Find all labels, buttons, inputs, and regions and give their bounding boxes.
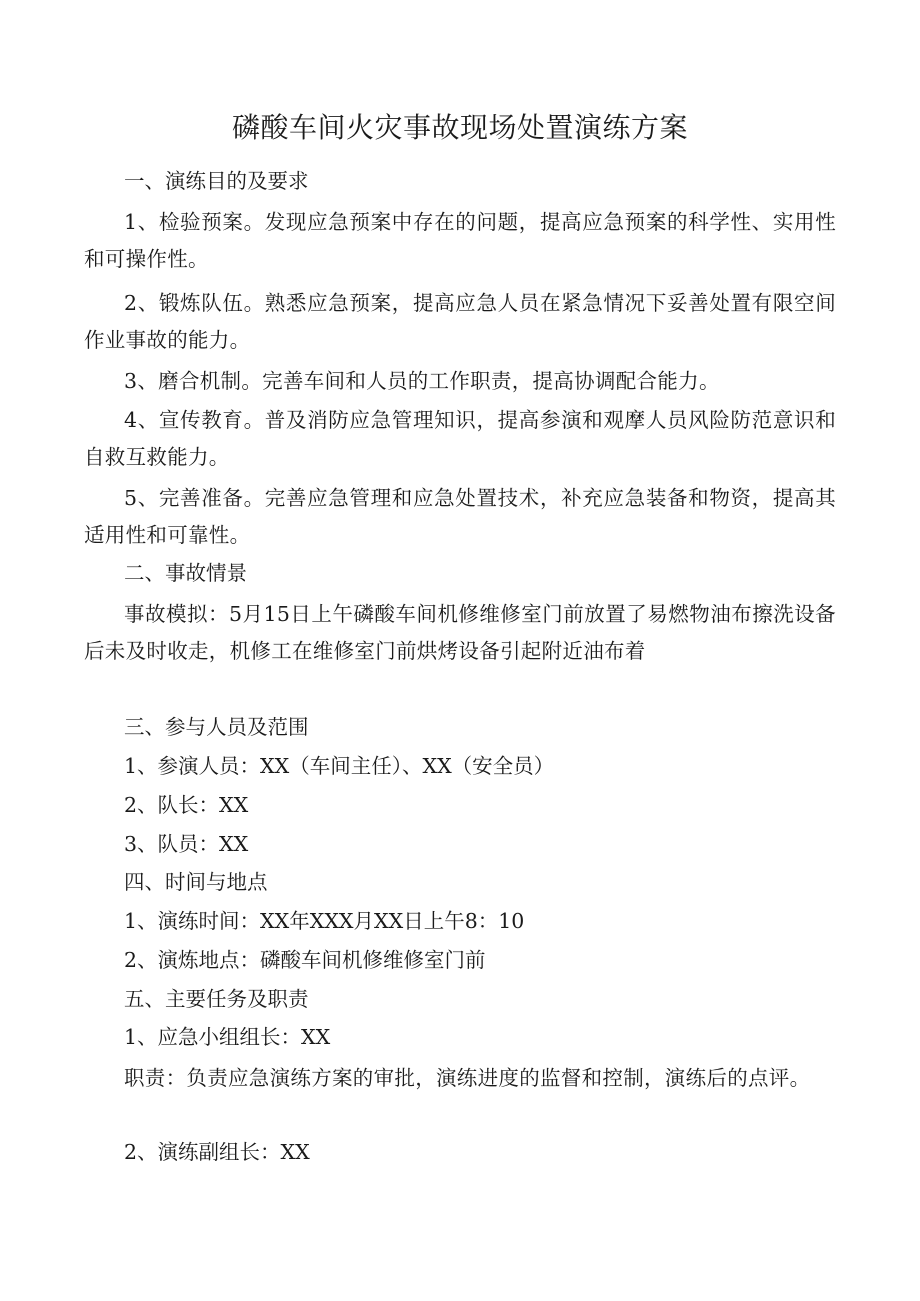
paragraph-coordination: 3、磨合机制。完善车间和人员的工作职责，提高协调配合能力。 [124, 369, 720, 393]
paragraph-education: 4、宣传教育。普及消防应急管理知识，提高参演和观摩人员风险防范意识和自救互救能力。 [84, 408, 836, 469]
paragraph-accident-simulation: 事故模拟：5月15日上午磷酸车间机修维修室门前放置了易燃物油布擦洗设备后未及时收走，机修工在维修室门前烘烤设备引起附近油布着 [84, 602, 836, 663]
deputy-leader-line: 2、演练副组长：XX [124, 1140, 310, 1164]
section-heading-tasks: 五、主要任务及职责 [124, 987, 309, 1011]
group-leader-line: 1、应急小组组长：XX [124, 1025, 331, 1049]
drill-location-line: 2、演炼地点：磷酸车间机修维修室门前 [124, 948, 486, 972]
participants-line: 1、参演人员：XX（车间主任）、XX（安全员） [124, 754, 555, 778]
section-heading-time-place: 四、时间与地点 [124, 870, 268, 894]
section-heading-scenario: 二、事故情景 [124, 561, 247, 585]
paragraph-responsibility: 职责：负责应急演练方案的审批，演练进度的监督和控制，演练后的点评。 [124, 1066, 811, 1090]
paragraph-preparation: 5、完善准备。完善应急管理和应急处置技术，补充应急装备和物资，提高其适用性和可靠性。 [84, 486, 836, 547]
team-member-line: 3、队员：XX [124, 832, 249, 856]
section-heading-participants: 三、参与人员及范围 [124, 715, 309, 739]
document-title: 磷酸车间火灾事故现场处置演练方案 [231, 111, 688, 144]
paragraph-verify-plan: 1、检验预案。发现应急预案中存在的问题，提高应急预案的科学性、实用性和可操作性。 [84, 210, 836, 271]
drill-time-line: 1、演练时间：XX年XXX月XX日上午8：10 [124, 909, 525, 933]
team-leader-line: 2、队长：XX [124, 793, 249, 817]
section-heading-purpose: 一、演练目的及要求 [124, 169, 309, 193]
paragraph-train-team: 2、锻炼队伍。熟悉应急预案，提高应急人员在紧急情况下妥善处置有限空间作业事故的能力。 [84, 291, 836, 352]
